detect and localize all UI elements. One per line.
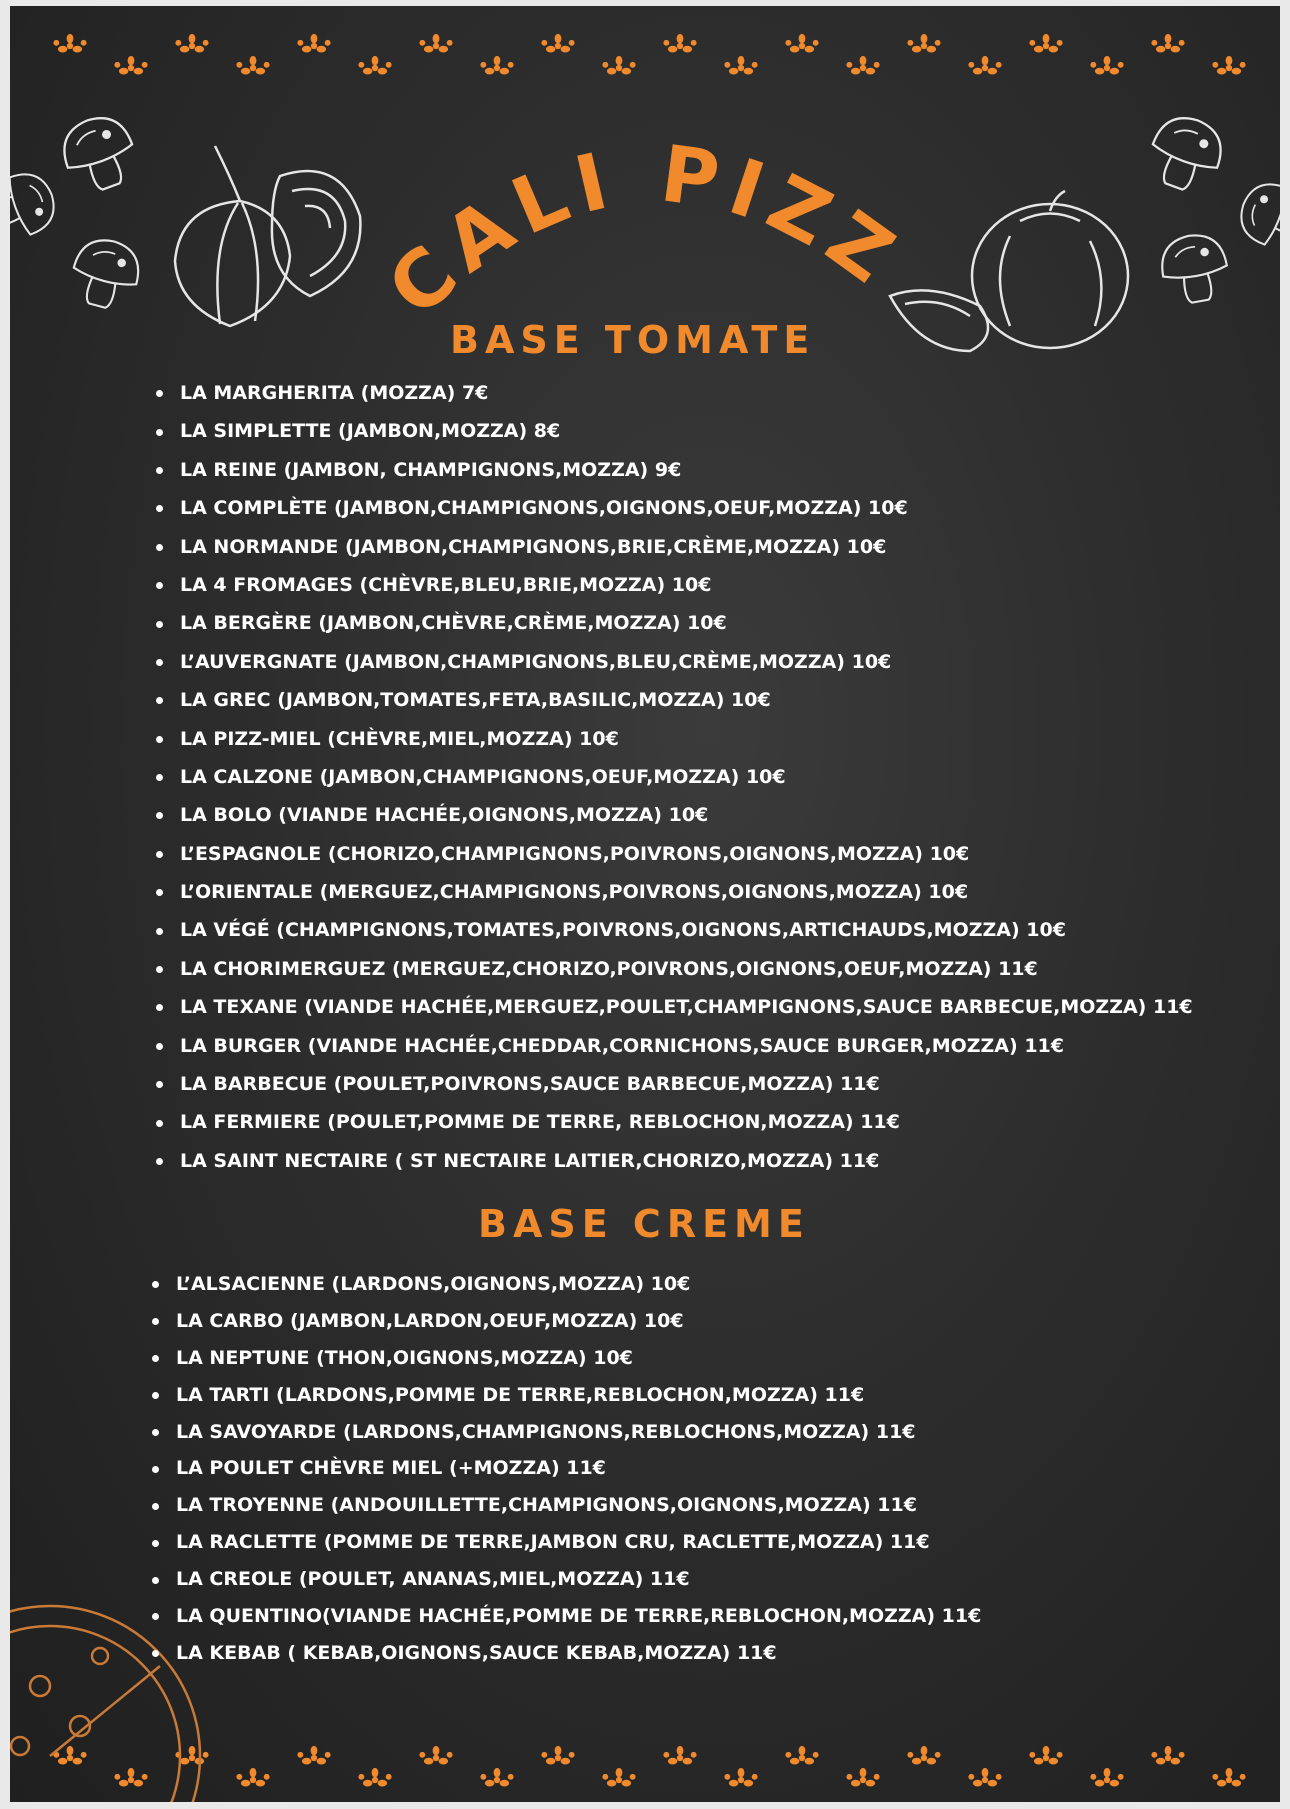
flower-ornament [1151, 1746, 1184, 1765]
flower-ornament [1212, 1768, 1245, 1787]
flower-ornament [236, 1768, 269, 1787]
menu-item: LA NEPTUNE (THON,OIGNONS,MOZZA) 10€ [146, 1340, 981, 1377]
menu-item: LA 4 FROMAGES (CHÈVRE,BLEU,BRIE,MOZZA) 10€ [150, 566, 1193, 604]
flower-ornament [419, 34, 452, 53]
menu-item: LA CARBO (JAMBON,LARDON,OEUF,MOZZA) 10€ [146, 1303, 981, 1340]
section-title-base-creme: BASE CREME [478, 1202, 810, 1246]
flower-ornament [1029, 1746, 1062, 1765]
menu-item: LA RACLETTE (POMME DE TERRE,JAMBON CRU, RACLETTE,MOZZA) 11€ [146, 1524, 981, 1561]
menu-item: LA CHORIMERGUEZ (MERGUEZ,CHORIZO,POIVRONS,OIGNONS,OEUF,MOZZA) 11€ [150, 950, 1193, 988]
menu-item: LA KEBAB ( KEBAB,OIGNONS,SAUCE KEBAB,MOZZA) 11€ [146, 1635, 981, 1672]
menu-item: LA QUENTINO(VIANDE HACHÉE,POMME DE TERRE,REBLOCHON,MOZZA) 11€ [146, 1598, 981, 1635]
flower-ornament [602, 1768, 635, 1787]
flower-ornament [663, 1746, 696, 1765]
flower-ornament [1029, 34, 1062, 53]
flower-ornament [541, 1746, 574, 1765]
pizza-list-base-tomate [150, 374, 1193, 1180]
menu-item: LA CALZONE (JAMBON,CHAMPIGNONS,OEUF,MOZZA) 10€ [150, 758, 1193, 796]
flower-ornament [1090, 1768, 1123, 1787]
flower-ornament [53, 34, 86, 53]
menu-item: LA SAINT NECTAIRE ( ST NECTAIRE LAITIER,CHORIZO,MOZZA) 11€ [150, 1142, 1193, 1180]
menu-item: LA SAVOYARDE (LARDONS,CHAMPIGNONS,REBLOCHONS,MOZZA) 11€ [146, 1414, 981, 1451]
menu-item: L’ORIENTALE (MERGUEZ,CHAMPIGNONS,POIVRONS,OIGNONS,MOZZA) 10€ [150, 873, 1193, 911]
mushroom-icon [10, 109, 145, 314]
section-title-base-tomate: BASE TOMATE [450, 318, 816, 362]
menu-item: LA BERGÈRE (JAMBON,CHÈVRE,CRÈME,MOZZA) 10€ [150, 604, 1193, 642]
title-text: CALI PIZZ [371, 129, 917, 335]
flower-ornament [541, 34, 574, 53]
menu-item: LA VÉGÉ (CHAMPIGNONS,TOMATES,POIVRONS,OIGNONS,ARTICHAUDS,MOZZA) 10€ [150, 911, 1193, 949]
flower-ornament [1090, 56, 1123, 75]
top-flower-border [53, 34, 1245, 75]
flower-ornament [785, 34, 818, 53]
flower-ornament [785, 1746, 818, 1765]
restaurant-title [360, 106, 960, 336]
flower-ornament [297, 34, 330, 53]
menu-poster [10, 6, 1280, 1802]
menu-item: LA COMPLÈTE (JAMBON,CHAMPIGNONS,OIGNONS,OEUF,MOZZA) 10€ [150, 489, 1193, 527]
menu-item: L’AUVERGNATE (JAMBON,CHAMPIGNONS,BLEU,CRÈME,MOZZA) 10€ [150, 643, 1193, 681]
menu-item: LA NORMANDE (JAMBON,CHAMPIGNONS,BRIE,CRÈME,MOZZA) 10€ [150, 528, 1193, 566]
menu-item: LA BOLO (VIANDE HACHÉE,OIGNONS,MOZZA) 10€ [150, 796, 1193, 834]
onion-icon [175, 146, 360, 326]
flower-ornament [1212, 56, 1245, 75]
flower-ornament [114, 1768, 147, 1787]
flower-ornament [358, 1768, 391, 1787]
flower-ornament [602, 56, 635, 75]
menu-item: LA PIZZ-MIEL (CHÈVRE,MIEL,MOZZA) 10€ [150, 720, 1193, 758]
menu-item: L’ESPAGNOLE (CHORIZO,CHAMPIGNONS,POIVRONS,OIGNONS,MOZZA) 10€ [150, 835, 1193, 873]
bottom-flower-border [53, 1746, 1245, 1787]
menu-item: LA BURGER (VIANDE HACHÉE,CHEDDAR,CORNICHONS,SAUCE BURGER,MOZZA) 11€ [150, 1027, 1193, 1065]
menu-item: LA CREOLE (POULET, ANANAS,MIEL,MOZZA) 11€ [146, 1561, 981, 1598]
flower-ornament [846, 1768, 879, 1787]
menu-item: LA POULET CHÈVRE MIEL (+MOZZA) 11€ [146, 1450, 981, 1487]
flower-ornament [297, 1746, 330, 1765]
menu-item: LA BARBECUE (POULET,POIVRONS,SAUCE BARBECUE,MOZZA) 11€ [150, 1065, 1193, 1103]
flower-ornament [419, 1746, 452, 1765]
flower-ornament [236, 56, 269, 75]
pizza-list-base-creme [146, 1266, 981, 1672]
flower-ornament [1151, 34, 1184, 53]
menu-item: LA TARTI (LARDONS,POMME DE TERRE,REBLOCHON,MOZZA) 11€ [146, 1377, 981, 1414]
flower-ornament [480, 56, 513, 75]
flower-ornament [846, 56, 879, 75]
flower-ornament [358, 56, 391, 75]
menu-item: LA TEXANE (VIANDE HACHÉE,MERGUEZ,POULET,CHAMPIGNONS,SAUCE BARBECUE,MOZZA) 11€ [150, 988, 1193, 1026]
flower-ornament [724, 1768, 757, 1787]
menu-item: LA TROYENNE (ANDOUILLETTE,CHAMPIGNONS,OIGNONS,MOZZA) 11€ [146, 1487, 981, 1524]
flower-ornament [968, 1768, 1001, 1787]
menu-item: LA MARGHERITA (MOZZA) 7€ [150, 374, 1193, 412]
svg-text:CALI PIZZ [372, 129, 917, 334]
menu-item: LA SIMPLETTE (JAMBON,MOZZA) 8€ [150, 412, 1193, 450]
menu-item: LA FERMIERE (POULET,POMME DE TERRE, REBLOCHON,MOZZA) 11€ [150, 1103, 1193, 1141]
flower-ornament [907, 34, 940, 53]
flower-ornament [724, 56, 757, 75]
menu-item: L’ALSACIENNE (LARDONS,OIGNONS,MOZZA) 10€ [146, 1266, 981, 1303]
flower-ornament [907, 1746, 940, 1765]
flower-ornament [663, 34, 696, 53]
menu-item: LA GREC (JAMBON,TOMATES,FETA,BASILIC,MOZZA) 10€ [150, 681, 1193, 719]
flower-ornament [968, 56, 1001, 75]
flower-ornament [480, 1768, 513, 1787]
menu-item: LA REINE (JAMBON, CHAMPIGNONS,MOZZA) 9€ [150, 451, 1193, 489]
mushroom-icon [1142, 109, 1280, 307]
flower-ornament [175, 34, 208, 53]
flower-ornament [114, 56, 147, 75]
